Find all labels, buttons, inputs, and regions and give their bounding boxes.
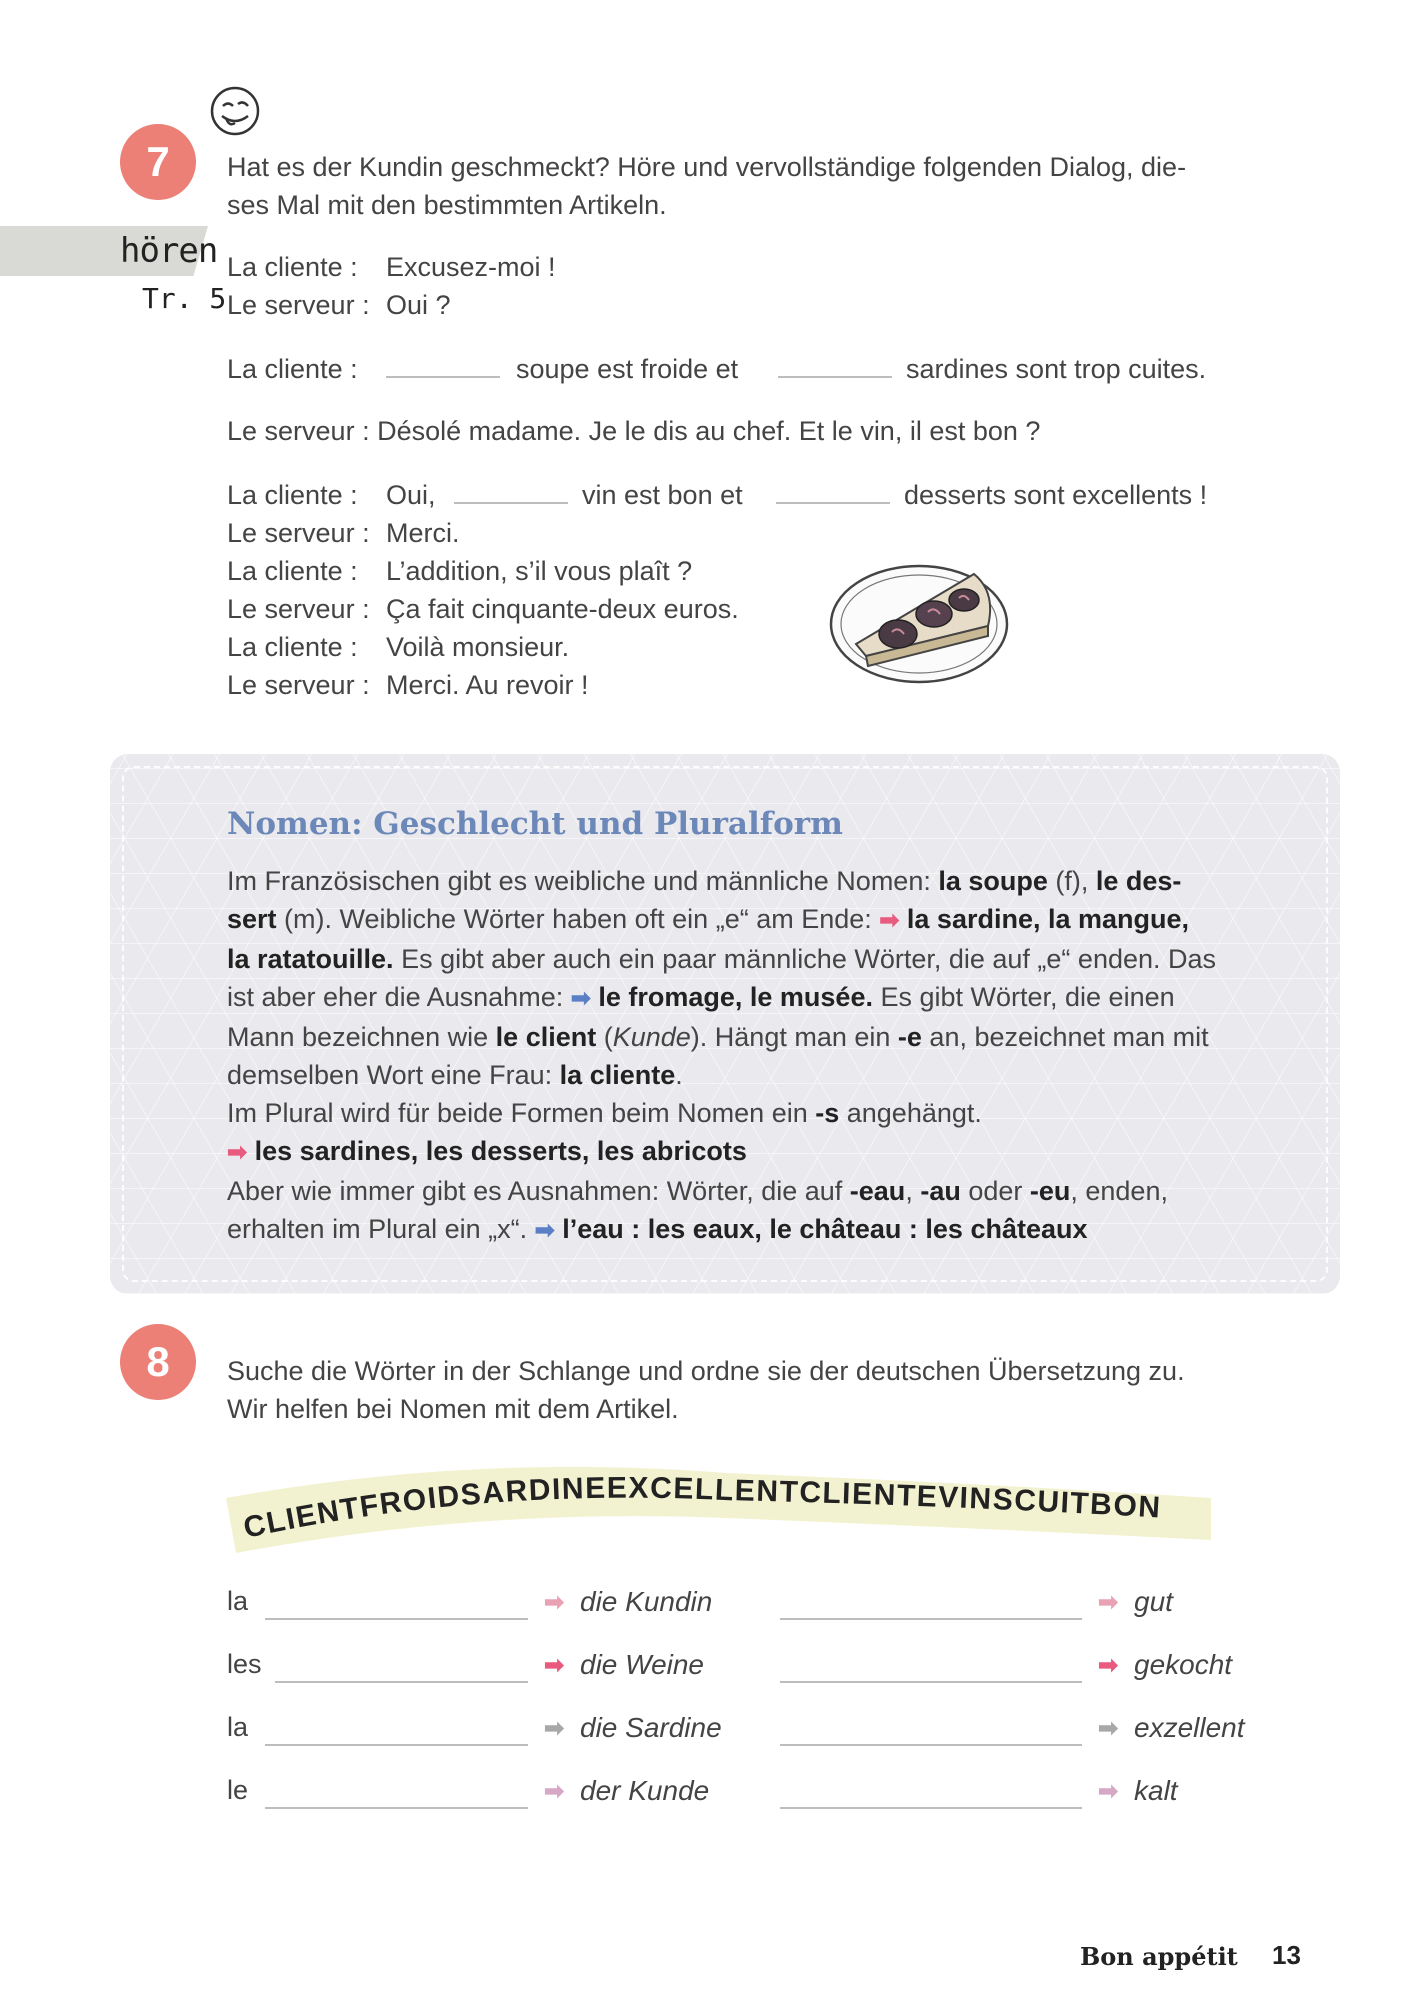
exercise-8-number: 8 [146,1338,170,1385]
grammar-text: demselben Wort eine Frau: [227,1060,560,1090]
grammar-text: . [675,1060,683,1090]
grammar-text: , [905,1176,921,1206]
answer-blank[interactable] [265,1618,528,1620]
right-arrow-icon: ➡ [544,1715,565,1742]
answer-blank[interactable] [776,502,890,504]
dialog-text: vin est bon et [582,480,743,510]
dialog-text: Oui ? [386,290,451,320]
dialog-speaker: La cliente : [227,252,358,282]
dialog-speaker: Le serveur : [227,670,370,700]
listening-tag: hören [120,231,218,271]
row-article: la [227,1712,249,1742]
dialog-text: soupe est froide et [516,354,739,384]
dialog-speaker: La cliente : [227,354,358,384]
german-translation: die Weine [580,1649,705,1680]
grammar-text: Im Plural wird für beide Formen beim Nomen ein [227,1098,816,1128]
grammar-text: ). Hängt man ein [690,1022,898,1052]
dialog-speaker: La cliente : [227,480,358,510]
grammar-example: -eu [1029,1176,1071,1206]
grammar-example: -eau [849,1176,906,1206]
grammar-text: Aber wie immer gibt es Ausnahmen: Wörter, die auf [227,1176,850,1206]
grammar-example: sert [227,904,277,934]
answer-blank[interactable] [780,1681,1082,1683]
grammar-text: ist aber eher die Ausnahme: [227,982,571,1012]
answer-blank[interactable] [778,376,892,378]
exercise-7-number-badge [120,124,196,200]
dialog-text: Excusez-moi ! [386,252,556,282]
exercise-7-instruction-line1: Hat es der Kundin geschmeckt? Höre und vervollständige folgenden Dialog, die- [227,152,1187,182]
dialog-line: Le serveur : Désolé madame. Je le dis au chef. Et le vin, il est bon ? [227,416,1041,446]
dialog-speaker: Le serveur : [227,518,370,548]
answer-blank[interactable] [275,1681,528,1683]
exercise-8-instruction-line2: Wir helfen bei Nomen mit dem Artikel. [227,1394,679,1424]
right-arrow-icon: ➡ [570,985,591,1012]
grammar-text: , enden, [1070,1176,1168,1206]
fig-tart-illustration [826,556,1016,690]
dialog-speaker: La cliente : [227,632,358,662]
answer-blank[interactable] [265,1807,528,1809]
footer-chapter-title: Bon appétit [1080,1942,1238,1971]
grammar-text: Es gibt aber auch ein paar männliche Wörter, die auf „e“ enden. Das [393,944,1217,974]
answer-blank[interactable] [780,1618,1082,1620]
german-adjective: exzellent [1134,1712,1245,1743]
exercise-7-number: 7 [146,138,170,185]
grammar-text: (f), [1047,866,1096,896]
answer-blank[interactable] [454,502,568,504]
dialog-speaker: La cliente : [227,556,358,586]
grammar-text: oder [960,1176,1030,1206]
grammar-example: la ratatouille. [227,944,394,974]
word-snake-text: CLIENTFROIDSARDINEEXCELLENTCLIENTEVINSCUITBON [240,1471,1163,1545]
grammar-text: (m). Weibliche Wörter haben oft ein „e“ am Ende: [276,904,880,934]
dialog-text: L’addition, s’il vous plaît ? [386,556,693,586]
right-arrow-icon: ➡ [544,1778,565,1805]
right-arrow-icon: ➡ [544,1652,565,1679]
grammar-body [227,862,1317,1250]
grammar-example: la soupe [938,866,1048,896]
german-translation: die Sardine [580,1712,722,1743]
german-adjective: gekocht [1134,1649,1233,1680]
word-snake [226,1458,1211,1558]
right-arrow-icon: ➡ [1098,1589,1119,1616]
grammar-text: Mann bezeichnen wie [227,1022,496,1052]
dialog-speaker: Le serveur : [227,594,370,624]
answer-blank[interactable] [780,1744,1082,1746]
grammar-example: -e [897,1022,922,1052]
grammar-example: le fromage, le musée. [598,982,873,1012]
exercise-8-number-badge [120,1324,196,1400]
grammar-example: la cliente [559,1060,676,1090]
grammar-example: l’eau : les eaux, le château : les châteaux [562,1214,1088,1244]
dialog-text: Voilà monsieur. [386,632,570,662]
grammar-text: angehängt. [839,1098,982,1128]
grammar-example: les sardines, les desserts, les abricots [254,1136,747,1166]
german-translation: die Kundin [580,1586,713,1617]
right-arrow-icon: ➡ [1098,1652,1119,1679]
grammar-text: Es gibt Wörter, die einen [872,982,1175,1012]
dialog-text: Merci. [386,518,460,548]
grammar-example: le client [495,1022,597,1052]
dialog-speaker: Le serveur : [227,290,370,320]
grammar-example: -s [815,1098,840,1128]
right-arrow-icon: ➡ [1098,1778,1119,1805]
german-adjective: gut [1134,1586,1173,1617]
right-arrow-icon: ➡ [879,907,900,934]
exercise-8-instruction-line1: Suche die Wörter in der Schlange und ordne sie der deutschen Übersetzung zu. [227,1356,1185,1386]
german-adjective: kalt [1134,1775,1178,1806]
exercise-7-instruction-line2: ses Mal mit den bestimmten Artikeln. [227,190,667,220]
dialog-text: Ça fait cinquante-deux euros. [386,594,739,624]
row-article: le [227,1775,249,1805]
dialog-text: sardines sont trop cuites. [906,354,1207,384]
dialog-text: desserts sont excellents ! [904,480,1208,510]
right-arrow-icon: ➡ [1098,1715,1119,1742]
answer-blank[interactable] [386,376,500,378]
grammar-example: le des- [1095,866,1182,896]
right-arrow-icon: ➡ [227,1139,248,1166]
answer-blank[interactable] [265,1744,528,1746]
answer-blank[interactable] [780,1807,1082,1809]
german-translation: der Kunde [580,1775,710,1806]
row-article: la [227,1586,249,1616]
track-number: Tr. 5 [142,282,227,315]
dialog-text: Merci. Au revoir ! [386,670,589,700]
grammar-translation: Kunde [612,1022,691,1052]
grammar-example: -au [920,1176,961,1206]
grammar-text: ( [596,1022,613,1052]
page-number: 13 [1272,1940,1301,1970]
right-arrow-icon: ➡ [534,1217,555,1244]
grammar-text: Im Französischen gibt es weibliche und männliche Nomen: [227,866,939,896]
dialog-text: Oui, [386,480,436,510]
grammar-example: la sardine, la mangue, [906,904,1190,934]
grammar-text: an, bezeichnet man mit [921,1022,1209,1052]
smiley-tongue-icon [208,84,262,138]
grammar-text: erhalten im Plural ein „x“. [227,1214,535,1244]
grammar-title: Nomen: Geschlecht und Pluralform [227,806,843,842]
right-arrow-icon: ➡ [544,1589,565,1616]
row-article: les [227,1649,262,1679]
